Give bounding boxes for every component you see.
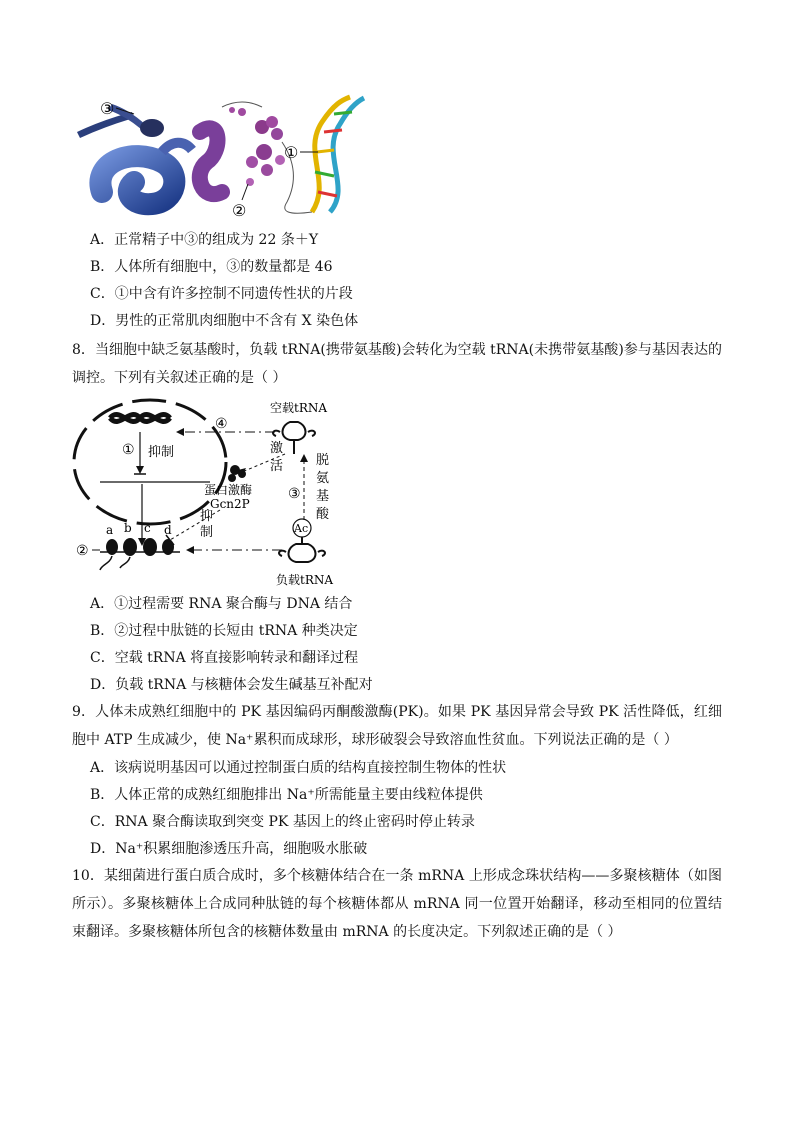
label-n2: ② bbox=[76, 543, 89, 559]
q8-stem: 8．当细胞中缺乏氨基酸时，负载 tRNA(携带氨基酸)会转化为空载 tRNA(未携带氨基酸)参与基因表达的调控。下列有关叙述正确的是（ ） bbox=[72, 342, 722, 386]
dna-shape bbox=[110, 415, 170, 422]
polysome-shape bbox=[100, 538, 180, 570]
label-activate-1: 激 bbox=[270, 441, 284, 456]
label-deacyl-2: 氨 bbox=[316, 471, 330, 486]
figure1-label-3: ③ bbox=[100, 99, 115, 118]
label-deacyl-3: 基 bbox=[316, 489, 330, 504]
label-loaded-trna: 负载tRNA bbox=[276, 573, 334, 587]
label-kinase-1: 蛋白激酶 bbox=[204, 483, 253, 497]
label-activate-2: 活 bbox=[270, 459, 284, 474]
q9-option-b: B．人体正常的成熟红细胞排出 Na⁺所需能量主要由线粒体提供 bbox=[90, 787, 483, 803]
ribosome-label-a: a bbox=[106, 523, 114, 537]
label-n4: ④ bbox=[215, 416, 228, 432]
q9-stem: 9．人体未成熟红细胞中的 PK 基因编码丙酮酸激酶(PK)。如果 PK 基因异常会导致 PK 活性降低，红细胞中 ATP 生成减少，使 Na⁺累积而成球形，球形破裂会导致溶血性贫血。下列说法正确的是（ ） bbox=[72, 704, 722, 748]
q8-option-d: D．负载 tRNA 与核糖体会发生碱基互补配对 bbox=[90, 677, 373, 693]
loaded-trna-shape bbox=[279, 537, 325, 562]
ribosome-label-b: b bbox=[124, 521, 132, 535]
ribosome-label-c: c bbox=[144, 521, 151, 535]
q9-option-a: A．该病说明基因可以通过控制蛋白质的结构直接控制生物体的性状 bbox=[90, 760, 507, 776]
q8-option-c: C．空载 tRNA 将直接影响转录和翻译过程 bbox=[90, 650, 359, 666]
label-inhibit2-1: 抑 bbox=[200, 509, 214, 524]
label-inhibit2-2: 制 bbox=[200, 525, 214, 540]
q7-option-c: C．①中含有许多控制不同遗传性状的片段 bbox=[90, 286, 353, 302]
q9-option-d: D．Na⁺积累细胞渗透压升高，细胞吸水胀破 bbox=[90, 841, 368, 857]
label-ac: Ac bbox=[294, 522, 309, 535]
figure1-label-1: ① bbox=[284, 143, 299, 162]
q7-option-a: A．正常精子中③的组成为 22 条＋Y bbox=[90, 232, 319, 248]
dna-helix-shape bbox=[312, 97, 364, 212]
q9-option-c: C．RNA 聚合酶读取到突变 PK 基因上的终止密码时停止转录 bbox=[90, 814, 475, 830]
label-inhibit1: 抑制 bbox=[148, 445, 175, 460]
supercoil-shape bbox=[100, 143, 192, 204]
q10-stem: 10．某细菌进行蛋白质合成时，多个核糖体结合在一条 mRNA 上形成念珠状结构——多聚核糖体（如图所示）。多聚核糖体上合成同种肽链的每个核糖体都从 mRNA 同一位置开始翻译，移动至相同的位置结束翻译。多聚核糖体所包含的核糖体数量由 mRNA 的长度决定。下列叙述正确的是（ ） bbox=[72, 868, 722, 940]
trna-regulation-figure bbox=[70, 392, 370, 592]
q7-option-b: B．人体所有细胞中，③的数量都是 46 bbox=[90, 259, 333, 275]
kinase-shape bbox=[228, 465, 246, 482]
q7-option-d: D．男性的正常肌肉细胞中不含有 X 染色体 bbox=[90, 313, 359, 329]
q8-option-b: B．②过程中肽链的长短由 tRNA 种类决定 bbox=[90, 623, 358, 639]
chromosome-dna-figure bbox=[72, 92, 372, 222]
figure1-label-2: ② bbox=[232, 201, 247, 220]
ribosome-label-d: d bbox=[164, 523, 172, 537]
label-empty-trna: 空载tRNA bbox=[270, 401, 328, 415]
label-deacyl-1: 脱 bbox=[316, 453, 330, 468]
q8-option-a: A．①过程需要 RNA 聚合酶与 DNA 结合 bbox=[90, 596, 353, 612]
label-kinase-2: Gcn2P bbox=[210, 497, 250, 511]
label-n3: ③ bbox=[288, 486, 301, 502]
label-deacyl-4: 酸 bbox=[316, 507, 330, 522]
label-n1: ① bbox=[122, 442, 135, 458]
